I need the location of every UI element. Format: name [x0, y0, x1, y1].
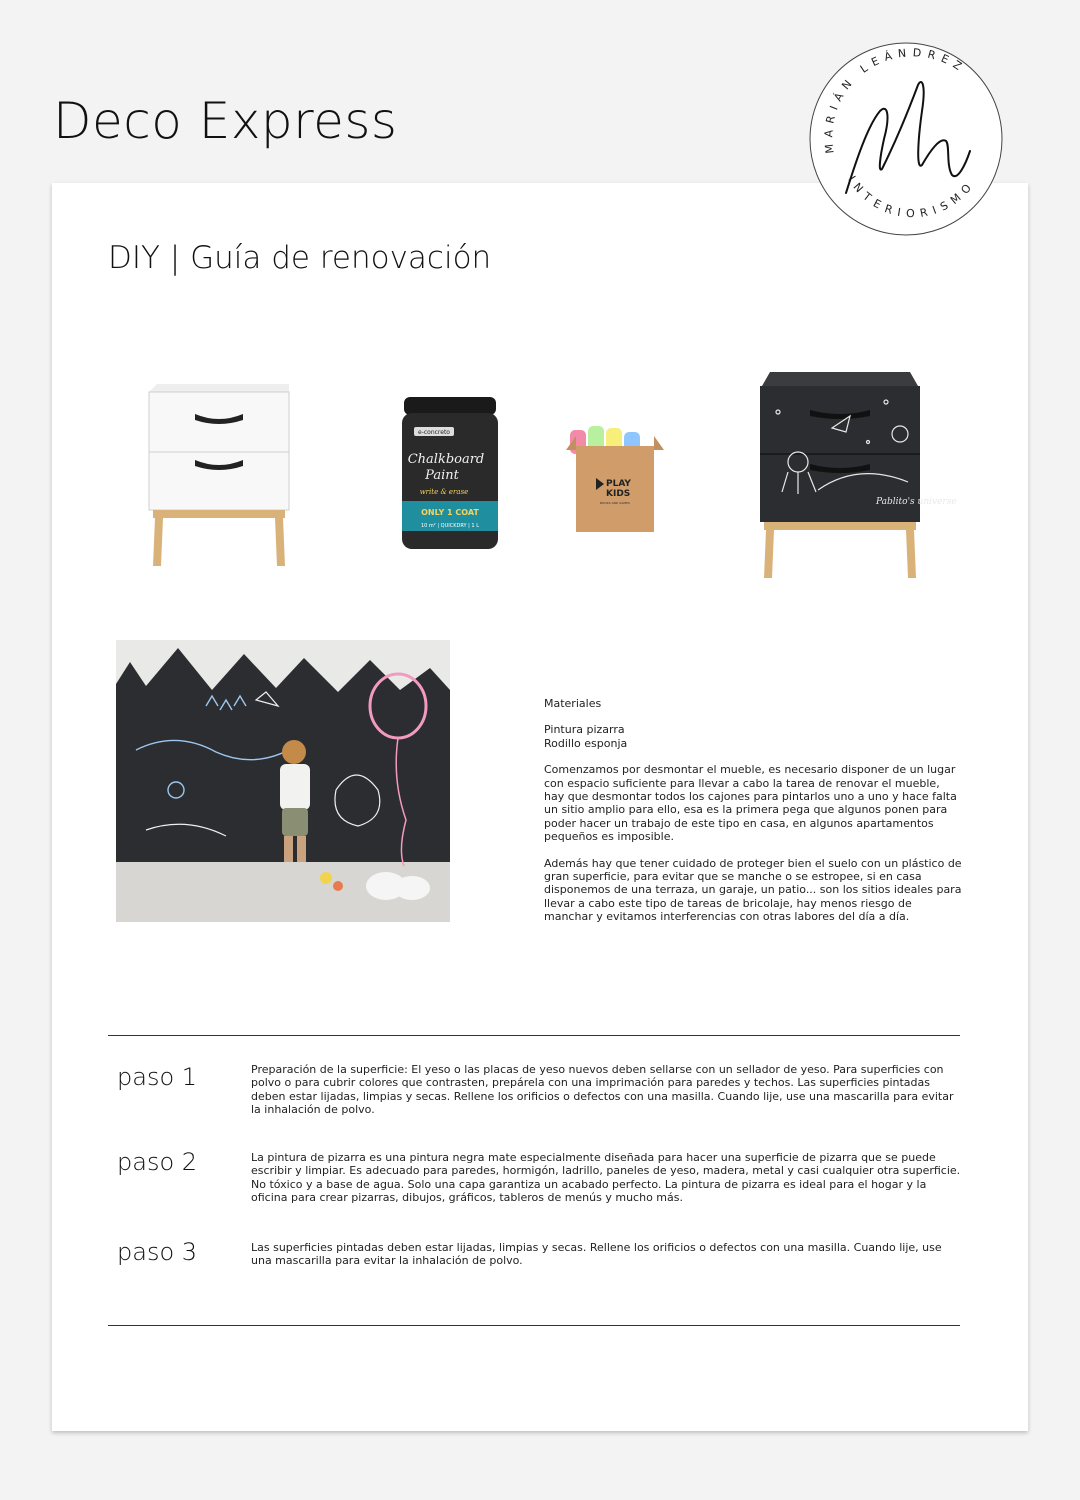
- step-1-label: paso 1: [117, 1063, 198, 1091]
- step-1-text: Preparación de la superficie: El yeso o las placas de yeso nuevos deben sellarse con un sellador de yeso. Para superficies con polvo o para cubrir colores que contrasten, prepárela con una imprimación para paredes y techos. Las superficies pintadas deben estar lijadas, limpias y secas. Rellene los orificios o defectos con una masilla. Cuando lije, use una mascarilla para evitar la inhalación de polvo.: [251, 1063, 954, 1116]
- chalk-brand-line1: PLAY: [606, 479, 631, 489]
- materials-paragraph: Además hay que tener cuidado de proteger bien el suelo con un plástico de gran superficie, para evitar que se manche o se estropee, si en casa disponemos de una terraza, un garaje, un patio... son los sitios ideales para llevar a cabo este tipo de tareas de bricolaje, hay menos riesgo de manchar y evitamos interferencias con otras labores del día a día.: [544, 856, 962, 924]
- divider-top: [108, 1035, 960, 1036]
- chalk-brand-sub: BOOKS AND GAMES: [600, 501, 630, 505]
- chalk-box-image: [566, 416, 664, 534]
- materials-item: Pintura pizarra: [544, 723, 625, 737]
- chalk-brand-line2: KIDS: [606, 489, 631, 499]
- chalkboard-wall-photo: [116, 640, 450, 922]
- materials-item: Rodillo esponja: [544, 736, 628, 750]
- materials-paragraph: Comenzamos por desmontar el mueble, es necesario disponer de un lugar con espacio suficiente para llevar a cabo la tarea de renovar el mueble, hay que desmontar todos los cajones para pintarlos uno a uno y hace falta un sitio amplio para ello, esa es la primera pega que algunos ponen para poder hacer un trabajo de este tipo en casa, en algunos apartamentos pequeños es imposible.: [544, 763, 957, 844]
- dresser-scribble-text: Pablito's universe: [876, 497, 957, 507]
- logo-tagline-text: INTERIORISMO: [845, 173, 978, 221]
- materials-section: [544, 697, 962, 937]
- paint-footer-label: 10 m² | QUICKDRY | 1 L: [420, 523, 480, 529]
- step-3-label: paso 3: [117, 1238, 198, 1266]
- step-2-label: paso 2: [117, 1148, 198, 1176]
- step-2-text: La pintura de pizarra es una pintura negra mate especialmente diseñada para hacer una superficie de pizarra que se puede escribir y limpiar. Es adecuado para paredes, hormigón, ladrillo, paneles de yeso, madera, metal y casi cualquier otra superficie. No tóxico y a base de agua. Solo una capa garantiza un acabado perfecto. La pintura de pizarra es ideal para el hogar y la oficina para crear pizarras, dibujos, gráficos, tableros de menús y mucho más.: [251, 1151, 961, 1204]
- logo-brand-text: MARIÁN LEÁNDREZ: [822, 46, 970, 155]
- paint-name-line2: Paint: [425, 468, 459, 483]
- materials-heading: Materiales: [544, 697, 602, 710]
- paint-brand-label: e-concreto: [418, 429, 450, 436]
- step-3-text: Las superficies pintadas deben estar lijadas, limpias y secas. Rellene los orificios o defectos con una masilla. Cuando lije, use una mascarilla para evitar la inhalación de polvo.: [251, 1241, 942, 1268]
- paint-name-line1: Chalkboard: [407, 452, 485, 467]
- divider-bottom: [108, 1325, 960, 1326]
- page-title: Deco Express: [53, 92, 398, 150]
- chalkboard-paint-jar-image: [400, 397, 500, 551]
- white-nightstand-image: [145, 384, 293, 570]
- guide-subtitle: DIY | Guía de renovación: [108, 240, 492, 276]
- paint-coat-label: ONLY 1 COAT: [421, 508, 479, 517]
- chalkboard-nightstand-image: [758, 372, 957, 580]
- brand-logo-seal: [808, 41, 1004, 237]
- paint-tagline: write & erase: [419, 488, 469, 496]
